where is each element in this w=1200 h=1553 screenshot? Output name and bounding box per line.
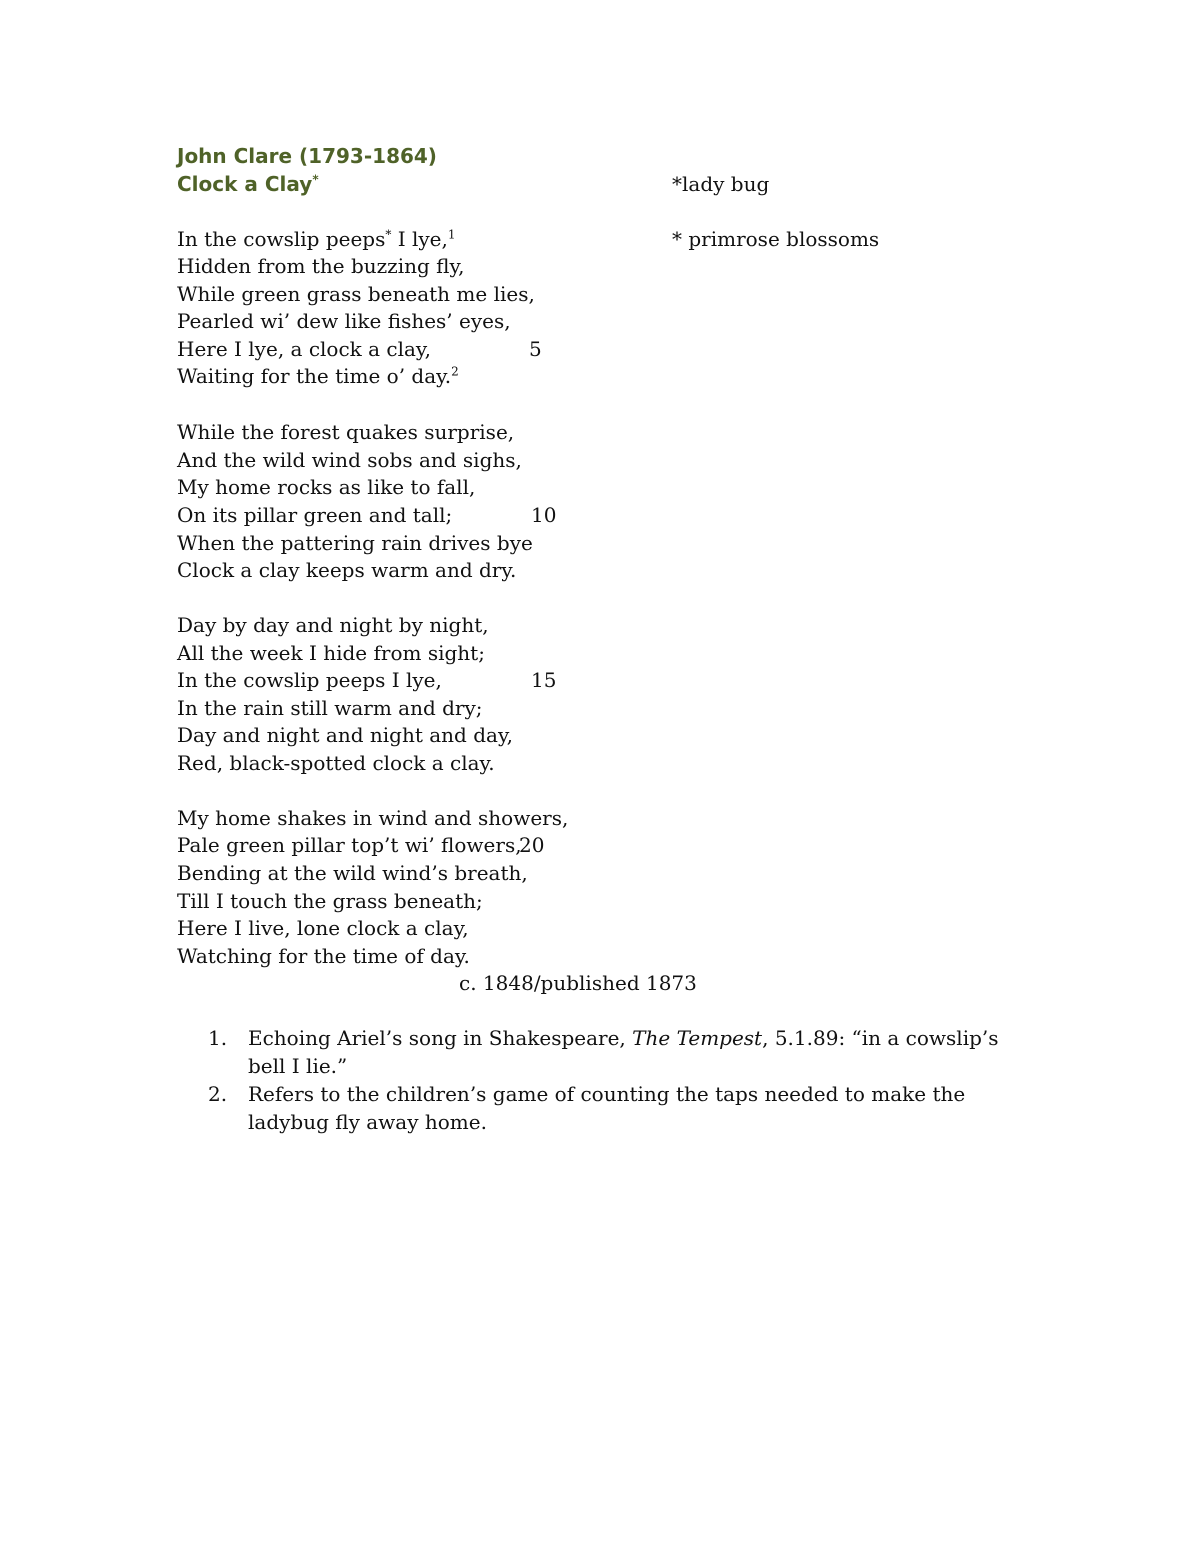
- poem-line-12: Clock a clay keeps warm and dry.: [177, 558, 517, 582]
- poem-line-22: Till I touch the grass beneath;: [177, 889, 483, 913]
- poem-line-1-rest: I lye,: [391, 227, 448, 251]
- poem-line-8: And the wild wind sobs and sighs,: [177, 448, 522, 472]
- poem-line-19: My home shakes in wind and showers,: [177, 806, 569, 830]
- poem-line-6-text: Waiting for the time o’ day.: [177, 364, 452, 388]
- poem-line-23: Here I live, lone clock a clay,: [177, 916, 469, 940]
- line-number-20: 20: [519, 833, 545, 857]
- poem-author: John Clare (1793-1864): [177, 144, 437, 168]
- poem-line-13: Day by day and night by night,: [177, 613, 489, 637]
- poem-line-24: Watching for the time of day.: [177, 944, 470, 968]
- poem-line-15: In the cowslip peeps I lye,: [177, 668, 442, 692]
- cowslip-asterisk: *: [385, 227, 392, 242]
- composition-date: c. 1848/published 1873: [459, 971, 697, 995]
- poem-line-1-text: In the cowslip peeps: [177, 227, 386, 251]
- poem-line-10: On its pillar green and tall;: [177, 503, 453, 527]
- poem-line-2: Hidden from the buzzing fly,: [177, 254, 465, 278]
- line-number-5: 5: [529, 337, 542, 361]
- poem-line-11: When the pattering rain drives bye: [177, 531, 533, 555]
- title-asterisk: *: [312, 172, 319, 187]
- gloss-primrose: * primrose blossoms: [672, 227, 880, 251]
- poem-line-20: Pale green pillar top’t wi’ flowers,: [177, 833, 522, 857]
- poem-line-3: While green grass beneath me lies,: [177, 282, 535, 306]
- line-number-10: 10: [531, 503, 557, 527]
- footnote-2: [208, 1080, 1038, 1136]
- footnote-1-text-after: , 5.1.89: “in a cowslip’s bell I lie.”: [248, 1026, 999, 1078]
- poem-line-1: [177, 225, 456, 253]
- footnote-1-text-before: Echoing Ariel’s song in Shakespeare,: [248, 1026, 633, 1050]
- footnote-1: [208, 1024, 1038, 1080]
- poem-title: [177, 170, 319, 198]
- poem-line-18: Red, black-spotted clock a clay.: [177, 751, 495, 775]
- gloss-lady-bug: *lady bug: [672, 172, 770, 196]
- poem-title-text: Clock a Clay: [177, 172, 313, 196]
- poem-line-4: Pearled wi’ dew like fishes’ eyes,: [177, 309, 511, 333]
- poem-line-14: All the week I hide from sight;: [177, 641, 485, 665]
- footnotes-list: [208, 1024, 1038, 1136]
- footnote-1-number: 1.: [208, 1026, 228, 1050]
- footnote-2-text: Refers to the children’s game of counting the taps needed to make the ladybug fly away home.: [248, 1082, 966, 1134]
- poem-line-21: Bending at the wild wind’s breath,: [177, 861, 528, 885]
- poem-line-7: While the forest quakes surprise,: [177, 420, 515, 444]
- footnote-1-work-title: The Tempest: [632, 1026, 763, 1050]
- poem-line-6: [177, 362, 459, 390]
- footnote-ref-2: 2: [451, 364, 459, 379]
- footnote-2-number: 2.: [208, 1082, 228, 1106]
- poem-line-17: Day and night and night and day,: [177, 723, 513, 747]
- poem-line-16: In the rain still warm and dry;: [177, 696, 483, 720]
- poem-line-5: Here I lye, a clock a clay,: [177, 337, 431, 361]
- line-number-15: 15: [531, 668, 557, 692]
- poem-line-9: My home rocks as like to fall,: [177, 475, 476, 499]
- footnote-ref-1: 1: [447, 227, 456, 242]
